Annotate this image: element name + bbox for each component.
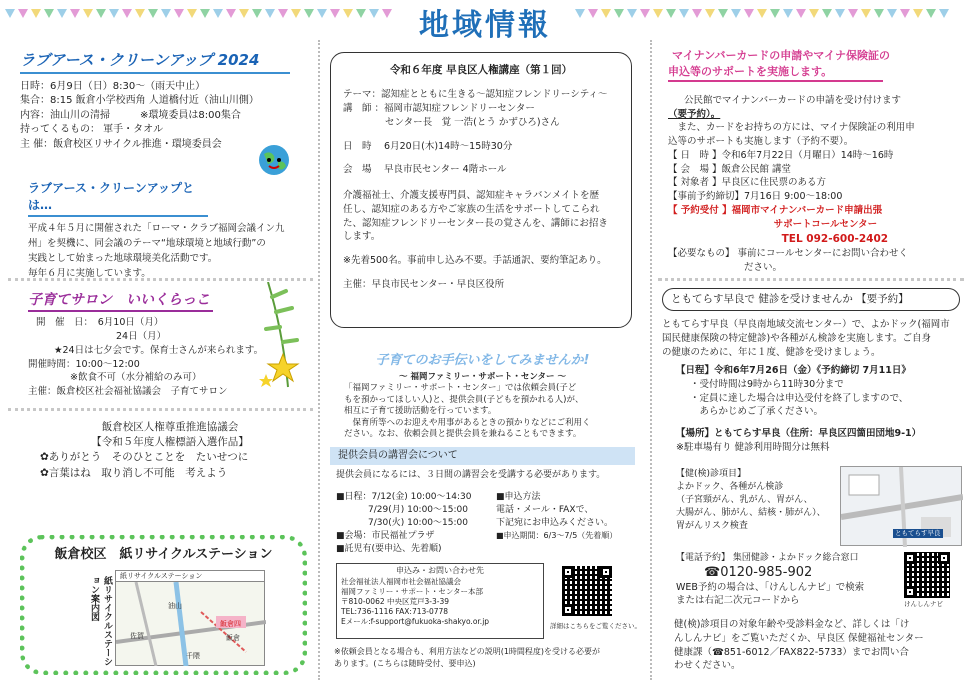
mynumber-row: 【 日 時 】令和6年7月22日（月曜日）14時～16時 (668, 149, 894, 161)
family-heading: 子育てのお手伝いをしてみませんか! (375, 353, 590, 368)
reserve-info (732, 204, 888, 247)
cleanup-line: 内容：油山川の清掃 ※環境委員は8:00集合 (20, 109, 241, 121)
contact-line: 社会福祉法人福岡市社会福祉協議会 (341, 576, 461, 586)
map-label: 千隈 (186, 652, 200, 660)
checkup-body-line: ともてらす早良（早良南地域交流センター）で、よかドック(福岡市 (662, 319, 950, 330)
family-body-line: 相互に子育て援助活動を行っています。 (344, 406, 497, 417)
jinken-org: 飯倉校区人権尊重推進協議会 (101, 421, 239, 433)
family-support-section (330, 352, 635, 482)
checkup-schedule (676, 364, 921, 455)
checkup-contact (676, 552, 864, 608)
checkup-heading: ともてらす早良で 健診を受けませんか 【要予約】 (662, 288, 960, 311)
cleanup-line: 主 催：飯倉校区リサイクル推進・環境委員会 (20, 138, 222, 150)
family-intro: 提供会員になるには、３日間の講習会を受講する必要があります。 (336, 470, 606, 480)
salon-line: ★24日は七夕会です。保育士さんが来られます。 (54, 344, 264, 356)
mynumber-body-line: （要予約）。 (668, 108, 721, 120)
reserve-line: 福岡市マイナンバーカード申請出張 (731, 205, 883, 216)
slogan: ✿ありがとう そのひとことを たいせつに (40, 451, 249, 464)
web-line: または右記二次元コードから (676, 595, 800, 607)
schedule-line: ・受付時間は9時から11時30分まで (690, 378, 844, 390)
salon-line: 開催時間：10:00～12:00 (28, 358, 140, 370)
lecture-body-line: 介護福祉士、介護支援専門員、認知症キャラバンメイトを歴 (343, 190, 600, 202)
apply-line: ■申込方法 (496, 492, 541, 502)
kenshin-qr-caption: けんしんナビ (904, 600, 943, 608)
contact-line: TEL:736-1116 FAX:713-0778 (341, 607, 449, 617)
slogan: ✿言葉はね 取り消し不可能 考えよう (40, 466, 228, 479)
mynumber-body-line: 込等のサポートも実施します（予約不要）。 (668, 136, 854, 148)
items-title: 【健(検)診項目】 (676, 469, 747, 479)
map-label: 飯倉四 (220, 620, 241, 628)
checkup-body-line: 国民健康保険の特定健診)や各種がん検診を実施します。ご自身 (662, 332, 931, 344)
date-line: 7/29(月) 10:00～15:00 (368, 505, 468, 516)
map-label: 油山 (168, 602, 182, 610)
cleanup-section (20, 50, 312, 152)
checkup-body (662, 318, 950, 359)
venue-line: ■会場：市民福祉プラザ (336, 531, 435, 542)
mynumber-row: 【 対象者 】早良区に住民票のある方 (668, 177, 827, 189)
schedule-line: あらかじめご了承ください。 (690, 406, 824, 418)
web-line: WEB予約の場合は、「けんしんナビ」で検索 (676, 581, 865, 593)
recycle-map (115, 570, 265, 666)
cleanup-about-heading: ラブアース・クリーンアップとは… (28, 180, 208, 217)
family-contact-box (336, 563, 544, 639)
lecture-note: ※先着500名。事前申し込み不要。手話通訳、要約筆記あり。 (343, 255, 607, 267)
venue-line: ■託児有(要申込、先着順) (336, 544, 442, 555)
lecture-body (343, 189, 619, 244)
checkup-body-line: の健康のために、年に１度、健診を受けましょう。 (662, 346, 881, 358)
map-label: 佐賀 (130, 632, 144, 640)
jinken-section (40, 420, 300, 481)
date-line: ■日程：7/12(金) 10:00～14:30 (336, 492, 472, 502)
page-title: 地域情報 (419, 8, 551, 43)
mynumber-rows (668, 149, 963, 204)
schedule-line: ・定員に達した場合は申込受付を終了しますので、 (690, 392, 909, 404)
family-qr-caption: 詳細はこちらをご覧ください。 (550, 622, 641, 630)
apply-line: 下記宛にお申込みください。 (496, 518, 614, 529)
cleanup-line: 集合：8:15 飯倉小学校西角 人道橋付近（油山川側） (20, 95, 259, 107)
family-body-line: もを預かってほしい人)と、提供会員(子どもを預かれる人)が、 (344, 394, 584, 405)
mynumber-heading-2: 申込等のサポートを実施します。 (668, 64, 883, 82)
parking-line: ※駐車場有り 健診利用時間分は無料 (676, 441, 830, 453)
earth-mascot-icon (254, 140, 294, 180)
checkup-map-label: ともてらす早良 (895, 529, 941, 537)
bring-line: ださい。 (744, 261, 783, 273)
divider-left (318, 40, 320, 680)
bamboo-star-icon (258, 282, 308, 392)
kenshin-qr-code[interactable] (904, 552, 950, 598)
footnote-line: あります。(こちらは随時受付、要申込) (334, 658, 476, 668)
about-line: 平成４年５月に開催された「ローマ・クラブ福岡会議イン九 (28, 222, 285, 234)
schedule-line: 【日程】令和6年7月26日（金）《予約締切 7月11日》 (676, 365, 911, 376)
lecture-details (343, 88, 619, 177)
divider (8, 278, 313, 281)
map-title: 紙リサイクルステーション (116, 571, 264, 582)
checkup-map (840, 466, 962, 546)
salon-line: 24日（月） (116, 331, 167, 343)
top-decoration-right (575, 6, 949, 20)
family-qr-code[interactable] (562, 566, 612, 616)
family-bar: 提供会員の講習会について (330, 447, 635, 466)
divider (8, 408, 313, 411)
checkup-items (676, 468, 826, 533)
family-apply (496, 491, 617, 542)
footnote-line: ※依頼会員となる場合も、利用方法などの説明(1時間程度)を受ける必要が (334, 647, 601, 656)
tel-label: 【電話予約】 集団健診・よかドック総合窓口 (676, 553, 859, 563)
map-label: 飯倉 (226, 634, 240, 642)
mynumber-heading-1: マイナンバーカードの申請やマイナ保険証の (672, 49, 891, 62)
family-footnote (334, 646, 600, 669)
divider (658, 278, 964, 281)
item-line: よかドック、各種がん検診 (676, 482, 784, 493)
about-line: 毎年６月に実施しています。 (28, 268, 151, 280)
contact-line: Eメール:f-support@fukuoka-shakyo.or.jp (341, 617, 490, 627)
about-line: 実践として始まった地球環境美化活動です。 (28, 253, 218, 265)
divider-right (650, 40, 652, 680)
lecture-line: 会 場 早良市民センター 4階ホール (343, 164, 507, 176)
checkup-footer (674, 618, 924, 673)
footer-line: 健(検)診項目の対象年齢や受診料金など、詳しくは「け (674, 619, 910, 630)
family-body-line: 保育所等へのお迎えや用事があるときの預かりなどにご利用く (344, 417, 591, 428)
bring-line: 【必要なもの】 事前にコールセンターにお問い合わせく (668, 247, 908, 259)
reserve-line: サポートコールセンター (773, 218, 878, 230)
contact-title: 申込み・お問い合わせ先 (396, 566, 484, 575)
contact-line: 福岡ファミリー・サポート・センター本部 (341, 586, 484, 596)
lecture-heading: 令和６年度 早良区人権講座（第１回） (389, 64, 573, 76)
footer-line: わせください。 (674, 660, 741, 672)
apply-line: 電話・メール・FAXで、 (496, 505, 594, 516)
reserve-phone[interactable]: TEL 092-600-2402 (781, 232, 889, 245)
reserve-label: 【 予約受付 】 (668, 205, 732, 216)
cleanup-about (28, 180, 313, 282)
item-line: 大腸がん、肺がん、結核・肺がん）、 (676, 508, 826, 519)
family-body-line: 「福岡ファミリー・サポート・センター」では依頼会員(子ど (344, 383, 577, 394)
lecture-body-line: します。 (343, 231, 381, 243)
family-body-line: ださい。なお、依頼会員と提供会員を兼ねることもできます。 (344, 429, 582, 440)
salon-line: 開 催 日： 6月10日（月） (36, 317, 164, 329)
place-line: 【場所】ともてらす早良（住所：早良区四箇田団地9-1） (676, 428, 922, 440)
recycle-heading: 飯倉校区 紙リサイクルステーション (54, 547, 273, 562)
mynumber-section (668, 48, 963, 274)
salon-heading: 子育てサロン いいくらっこ (28, 290, 213, 312)
lecture-line: テーマ：認知症とともに生きる～認知症フレンドリーシティ～ (343, 89, 608, 101)
salon-line: 主催：飯倉校区社会福祉協議会 子育てサロン (28, 386, 228, 398)
lecture-body-line: 任し、認知症のある方やご家族の生活をサポートしてこられ (343, 203, 600, 215)
family-dates (336, 491, 471, 556)
lecture-line: 日 時 6月20日(木)14時～15時30分 (343, 140, 513, 152)
mynumber-row: 【事前予約締切】7月16日 9:00～18:00 (668, 191, 843, 203)
cleanup-line: 持ってくるもの： 軍手・タオル (20, 124, 164, 136)
lecture-line: 講 師 ：福岡市認知症フレンドリーセンター (343, 102, 535, 114)
lecture-host: 主催：早良市民センター・早良区役所 (343, 278, 505, 290)
mynumber-row: 【 会 場 】飯倉公民館 講堂 (668, 163, 792, 175)
mynumber-body-line: 公民館でマイナンバーカードの申請を受け付けます (684, 94, 901, 106)
lecture-box (330, 52, 632, 328)
recycle-section (20, 535, 307, 675)
salon-line: ※飲食不可（水分補給のみ可） (70, 372, 202, 384)
footer-line: んしんナビ」をご覧いただくか、早良区 保健福祉センター (674, 632, 924, 644)
cleanup-line: 日時：6月9日（日）8:30～（雨天中止） (20, 80, 206, 92)
footer-line: 健康課（☎851-6012／FAX822-5733）までお問い合 (674, 646, 909, 658)
about-line: 州」を契機に、同会議のテーマ“地球環境と地域行動”の (28, 237, 266, 249)
lecture-line: センター長 覚 一浩(とう かずひろ)さん (385, 116, 560, 128)
date-line: 7/30(火) 10:00～15:00 (368, 518, 468, 529)
lecture-body-line: た、認知症フレンドリーセンター長の覚さんを、講師にお招き (343, 217, 608, 229)
recycle-side-label: 紙リサイクルステーション案内図 (88, 576, 112, 666)
mynumber-body-line: また、カードをお持ちの方には、マイナ保険証の利用申 (668, 122, 915, 134)
item-line: （子宮頸がん、乳がん、胃がん、 (676, 495, 813, 506)
family-subheading: ～ 福岡ファミリー・サポート・センター ～ (399, 371, 566, 382)
contact-line: 〒810-0062 中央区荒戸3-3-39 (341, 597, 449, 607)
cleanup-about-text (28, 221, 313, 282)
tel-number[interactable]: ☎0120-985-902 (704, 565, 813, 581)
item-line: 胃がんリスク検査 (676, 521, 748, 532)
cleanup-heading: ラブアース・クリーンアップ 2024 (20, 50, 290, 74)
apply-line: ■申込期間：6/3～7/5（先着順） (496, 531, 618, 541)
top-decoration-left (5, 6, 392, 20)
family-body (330, 383, 635, 440)
jinken-subheading: 【令和５年度人権標語入選作品】 (91, 436, 249, 449)
mynumber-body (668, 94, 963, 149)
